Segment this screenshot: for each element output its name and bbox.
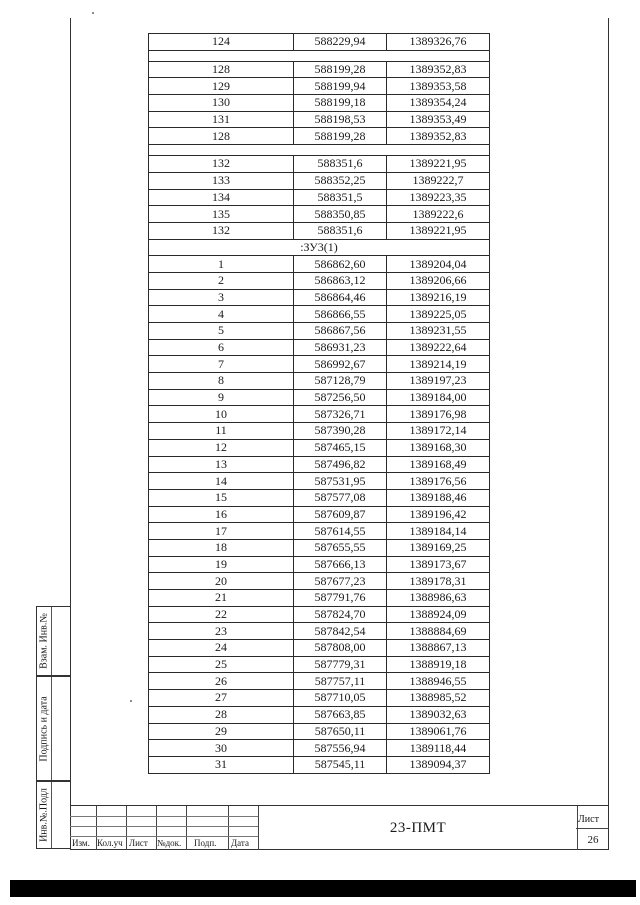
- x-coordinate-cell: 588351,6: [294, 156, 387, 173]
- y-coordinate-cell: 1389168,49: [387, 456, 490, 473]
- table-row: [149, 456, 490, 473]
- title-block-label-data: Дата: [231, 838, 249, 848]
- table-row: [149, 172, 490, 189]
- point-number-cell: 29: [149, 723, 294, 740]
- point-number-cell: 3: [149, 289, 294, 306]
- table-row: [149, 656, 490, 673]
- y-coordinate-cell: 1389206,66: [387, 272, 490, 289]
- table-row: [149, 539, 490, 556]
- x-coordinate-cell: 588229,94: [294, 34, 387, 51]
- x-coordinate-cell: 587757,11: [294, 673, 387, 690]
- title-block-label-list: Лист: [129, 838, 148, 848]
- sheet-divider: [576, 828, 609, 829]
- x-coordinate-cell: 587465,15: [294, 439, 387, 456]
- point-number-cell: 19: [149, 556, 294, 573]
- table-row: [149, 623, 490, 640]
- y-coordinate-cell: 1389204,04: [387, 256, 490, 273]
- point-number-cell: 13: [149, 456, 294, 473]
- point-number-cell: 23: [149, 623, 294, 640]
- point-number-cell: 1: [149, 256, 294, 273]
- y-coordinate-cell: 1389216,19: [387, 289, 490, 306]
- x-coordinate-cell: 587655,55: [294, 539, 387, 556]
- x-coordinate-cell: 586864,46: [294, 289, 387, 306]
- point-number-cell: 9: [149, 389, 294, 406]
- side-stamp-inv: [36, 781, 70, 849]
- point-number-cell: 12: [149, 439, 294, 456]
- point-number-cell: 5: [149, 323, 294, 340]
- point-number-cell: 18: [149, 539, 294, 556]
- table-row: [149, 706, 490, 723]
- point-number-cell: 8: [149, 373, 294, 390]
- title-block: [70, 805, 609, 850]
- table-row: [149, 673, 490, 690]
- table-row: [149, 128, 490, 145]
- y-coordinate-cell: 1389231,55: [387, 323, 490, 340]
- point-number-cell: 14: [149, 473, 294, 490]
- table-row: [149, 423, 490, 440]
- x-coordinate-cell: 587842,54: [294, 623, 387, 640]
- x-coordinate-cell: 587577,08: [294, 489, 387, 506]
- table-row: [149, 506, 490, 523]
- scan-bottom-edge: [10, 880, 636, 897]
- title-block-label-koluch: Кол.уч: [97, 838, 123, 848]
- title-block-label-izm: Изм.: [72, 838, 90, 848]
- table-row: [149, 289, 490, 306]
- x-coordinate-cell: 587710,05: [294, 690, 387, 707]
- point-number-cell: 17: [149, 523, 294, 540]
- table-row: [149, 306, 490, 323]
- y-coordinate-cell: 1389353,58: [387, 78, 490, 95]
- side-stamp-vzam: [36, 606, 70, 676]
- side-stamp-podpis: [36, 676, 70, 781]
- x-coordinate-cell: 588351,6: [294, 222, 387, 239]
- table-row: [149, 489, 490, 506]
- y-coordinate-cell: 1389061,76: [387, 723, 490, 740]
- point-number-cell: 7: [149, 356, 294, 373]
- x-coordinate-cell: 587666,13: [294, 556, 387, 573]
- y-coordinate-cell: 1389222,64: [387, 339, 490, 356]
- point-number-cell: 130: [149, 95, 294, 112]
- x-coordinate-cell: 588199,18: [294, 95, 387, 112]
- coordinates-table: [148, 33, 490, 774]
- point-number-cell: 131: [149, 111, 294, 128]
- x-coordinate-cell: 588199,28: [294, 128, 387, 145]
- y-coordinate-cell: 1389173,67: [387, 556, 490, 573]
- table-row: [149, 690, 490, 707]
- table-row: [149, 473, 490, 490]
- x-coordinate-cell: 586863,12: [294, 272, 387, 289]
- table-row: [149, 222, 490, 239]
- x-coordinate-cell: 586862,60: [294, 256, 387, 273]
- table-row: [149, 523, 490, 540]
- frame-left-line: [70, 18, 71, 849]
- point-number-cell: 132: [149, 222, 294, 239]
- y-coordinate-cell: 1389094,37: [387, 756, 490, 773]
- y-coordinate-cell: 1388985,52: [387, 690, 490, 707]
- table-row: [149, 389, 490, 406]
- x-coordinate-cell: 586867,56: [294, 323, 387, 340]
- table-row: [149, 272, 490, 289]
- table-separator-row: [149, 50, 490, 61]
- x-coordinate-cell: 587791,76: [294, 590, 387, 607]
- table-row: [149, 606, 490, 623]
- table-row: [149, 590, 490, 607]
- y-coordinate-cell: 1389353,49: [387, 111, 490, 128]
- x-coordinate-cell: 587779,31: [294, 656, 387, 673]
- x-coordinate-cell: 588352,25: [294, 172, 387, 189]
- x-coordinate-cell: 588351,5: [294, 189, 387, 206]
- y-coordinate-cell: 1389188,46: [387, 489, 490, 506]
- point-number-cell: 124: [149, 34, 294, 51]
- x-coordinate-cell: 587609,87: [294, 506, 387, 523]
- y-coordinate-cell: 1389352,83: [387, 128, 490, 145]
- title-block-center: [258, 806, 578, 850]
- scan-speck: [130, 700, 132, 702]
- y-coordinate-cell: 1389196,42: [387, 506, 490, 523]
- y-coordinate-cell: 1388884,69: [387, 623, 490, 640]
- table-row: [149, 640, 490, 657]
- table-row: [149, 339, 490, 356]
- x-coordinate-cell: 587556,94: [294, 740, 387, 757]
- table-row: [149, 439, 490, 456]
- x-coordinate-cell: 588199,28: [294, 61, 387, 78]
- point-number-cell: 4: [149, 306, 294, 323]
- x-coordinate-cell: 587496,82: [294, 456, 387, 473]
- y-coordinate-cell: 1389222,6: [387, 206, 490, 223]
- scan-speck: [92, 12, 94, 14]
- y-coordinate-cell: 1389118,44: [387, 740, 490, 757]
- x-coordinate-cell: 586866,55: [294, 306, 387, 323]
- x-coordinate-cell: 587128,79: [294, 373, 387, 390]
- x-coordinate-cell: 586931,23: [294, 339, 387, 356]
- y-coordinate-cell: 1388919,18: [387, 656, 490, 673]
- x-coordinate-cell: 587808,00: [294, 640, 387, 657]
- table-row: [149, 323, 490, 340]
- point-number-cell: 25: [149, 656, 294, 673]
- point-number-cell: 129: [149, 78, 294, 95]
- frame-right-line: [608, 18, 609, 849]
- title-block-grid: [70, 806, 258, 850]
- x-coordinate-cell: 588350,85: [294, 206, 387, 223]
- point-number-cell: 11: [149, 423, 294, 440]
- y-coordinate-cell: 1389326,76: [387, 34, 490, 51]
- table-row: [149, 356, 490, 373]
- y-coordinate-cell: 1389221,95: [387, 156, 490, 173]
- y-coordinate-cell: 1389168,30: [387, 439, 490, 456]
- table-row: [149, 111, 490, 128]
- table-row: [149, 373, 490, 390]
- table-row: [149, 156, 490, 173]
- y-coordinate-cell: 1389184,14: [387, 523, 490, 540]
- point-number-cell: 31: [149, 756, 294, 773]
- y-coordinate-cell: 1389354,24: [387, 95, 490, 112]
- y-coordinate-cell: 1389172,14: [387, 423, 490, 440]
- point-number-cell: 21: [149, 590, 294, 607]
- y-coordinate-cell: 1389223,35: [387, 189, 490, 206]
- table-row: [149, 95, 490, 112]
- point-number-cell: 22: [149, 606, 294, 623]
- point-number-cell: 128: [149, 61, 294, 78]
- point-number-cell: 27: [149, 690, 294, 707]
- table-row: [149, 189, 490, 206]
- side-stamp-podpis-label: Подпись и дата: [38, 695, 50, 762]
- point-number-cell: 28: [149, 706, 294, 723]
- table-row: [149, 723, 490, 740]
- document-code: 23-ПМТ: [389, 820, 447, 836]
- title-block-label-ndok: №док.: [157, 838, 182, 848]
- point-number-cell: 26: [149, 673, 294, 690]
- y-coordinate-cell: 1388924,09: [387, 606, 490, 623]
- x-coordinate-cell: 587531,95: [294, 473, 387, 490]
- x-coordinate-cell: 587326,71: [294, 406, 387, 423]
- table-row: [149, 256, 490, 273]
- title-block-label-podp: Подп.: [194, 838, 217, 848]
- x-coordinate-cell: 587824,70: [294, 606, 387, 623]
- table-row: [149, 573, 490, 590]
- point-number-cell: 24: [149, 640, 294, 657]
- y-coordinate-cell: 1389176,56: [387, 473, 490, 490]
- table-row: [149, 740, 490, 757]
- y-coordinate-cell: 1389169,25: [387, 539, 490, 556]
- point-number-cell: 135: [149, 206, 294, 223]
- side-stamp-inv-label: Инв.№.Подл: [38, 788, 50, 842]
- sheet-label: Лист: [578, 814, 599, 825]
- table-row: [149, 78, 490, 95]
- y-coordinate-cell: 1389214,19: [387, 356, 490, 373]
- x-coordinate-cell: 587390,28: [294, 423, 387, 440]
- table-row: [149, 34, 490, 51]
- point-number-cell: 16: [149, 506, 294, 523]
- table-row: [149, 556, 490, 573]
- point-number-cell: 30: [149, 740, 294, 757]
- point-number-cell: 133: [149, 172, 294, 189]
- section-header-row: [149, 239, 490, 256]
- y-coordinate-cell: 1388867,13: [387, 640, 490, 657]
- x-coordinate-cell: 588199,94: [294, 78, 387, 95]
- point-number-cell: 6: [149, 339, 294, 356]
- y-coordinate-cell: 1389197,23: [387, 373, 490, 390]
- y-coordinate-cell: 1389221,95: [387, 222, 490, 239]
- point-number-cell: 15: [149, 489, 294, 506]
- separator-cell: [149, 50, 490, 61]
- table-row: [149, 61, 490, 78]
- side-stamp-vzam-label: Взам. Инв.№: [38, 613, 50, 669]
- table-row: [149, 206, 490, 223]
- y-coordinate-cell: 1389032,63: [387, 706, 490, 723]
- point-number-cell: 10: [149, 406, 294, 423]
- y-coordinate-cell: 1389184,00: [387, 389, 490, 406]
- y-coordinate-cell: 1389178,31: [387, 573, 490, 590]
- x-coordinate-cell: 588198,53: [294, 111, 387, 128]
- y-coordinate-cell: 1388986,63: [387, 590, 490, 607]
- y-coordinate-cell: 1388946,55: [387, 673, 490, 690]
- point-number-cell: 2: [149, 272, 294, 289]
- x-coordinate-cell: 587545,11: [294, 756, 387, 773]
- y-coordinate-cell: 1389225,05: [387, 306, 490, 323]
- point-number-cell: 20: [149, 573, 294, 590]
- separator-cell: [149, 145, 490, 156]
- point-number-cell: 134: [149, 189, 294, 206]
- table-separator-row: [149, 145, 490, 156]
- y-coordinate-cell: 1389352,83: [387, 61, 490, 78]
- table-row: [149, 756, 490, 773]
- x-coordinate-cell: 587614,55: [294, 523, 387, 540]
- section-label: :ЗУ3(1): [149, 239, 490, 256]
- point-number-cell: 132: [149, 156, 294, 173]
- x-coordinate-cell: 587650,11: [294, 723, 387, 740]
- sheet-number: 26: [587, 834, 599, 846]
- y-coordinate-cell: 1389176,98: [387, 406, 490, 423]
- x-coordinate-cell: 587663,85: [294, 706, 387, 723]
- point-number-cell: 128: [149, 128, 294, 145]
- x-coordinate-cell: 587677,23: [294, 573, 387, 590]
- table-row: [149, 406, 490, 423]
- x-coordinate-cell: 586992,67: [294, 356, 387, 373]
- x-coordinate-cell: 587256,50: [294, 389, 387, 406]
- y-coordinate-cell: 1389222,7: [387, 172, 490, 189]
